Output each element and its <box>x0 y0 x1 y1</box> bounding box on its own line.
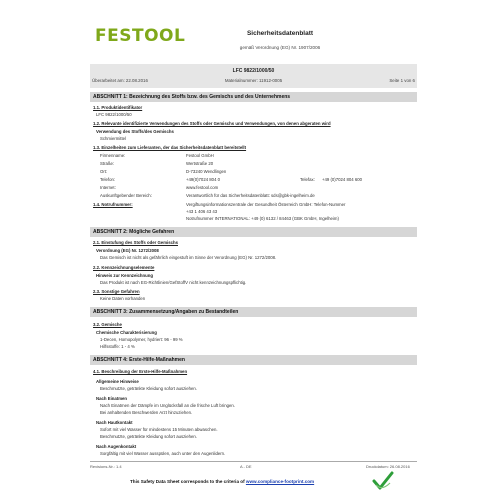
regulation-label: Verordnung (EG) Nr. 1272/2008 <box>96 248 159 253</box>
first-aid-text: Beschmutzte, getränkte Kleidung sofort ausziehen. <box>100 434 197 439</box>
supplier-key: Straße: <box>100 161 115 166</box>
section-4-header: ABSCHNITT 4: Erste-Hilfe-Maßnahmen <box>90 355 417 365</box>
document-info-bar <box>90 64 417 88</box>
first-aid-text: Nach Einatmen der Dämpfe im Unglücksfall an die frische Luft bringen. <box>100 403 235 408</box>
compliance-check-icon <box>372 471 394 491</box>
language-code: A - DE <box>240 464 252 469</box>
heading-4-1: 4.1. Beschreibung der Erste-Hilfe-Maßnahmen <box>93 369 188 374</box>
telefax-label: Telefax: <box>300 177 315 182</box>
supplier-key: Auskunftgebender Bereich: <box>100 193 152 198</box>
supplier-key: Internet: <box>100 185 116 190</box>
first-aid-label: Nach Augenkontakt <box>96 444 137 449</box>
supplier-value: Festool GmbH <box>186 153 214 158</box>
doc-code: LFC 9822/1000/50 <box>232 68 275 74</box>
section-2-header: ABSCHNITT 2: Mögliche Gefahren <box>90 227 417 237</box>
telefax-value: +49 (0)7024 804 600 <box>322 177 363 182</box>
page-number: Seite 1 von 6 <box>389 78 415 83</box>
section-1-header: ABSCHNITT 1: Bezeichnung des Stoffs bzw. des Gemischs und des Unternehmens <box>90 92 417 102</box>
festool-logo: FESTOOL <box>95 26 186 46</box>
compliance-note-text: This Safety Data Sheet corresponds to the criteria of <box>130 479 246 484</box>
heading-1-3: 1.3. Einzelheiten zum Lieferanten, der das Sicherheitsdatenblatt bereitstellt <box>93 145 247 150</box>
document-title: Sicherheitsdatenblatt <box>246 30 314 37</box>
regulation-text: Das Gemisch ist nicht als gefährlich eingestuft im Sinne der Verordnung (EG) Nr. 1272/2008. <box>100 255 277 260</box>
supplier-value: D-73240 Wendlingen <box>186 169 227 174</box>
use-value: Schmiermittel <box>100 136 127 141</box>
compliance-note <box>130 479 314 484</box>
emergency-line: Vergiftungsinformationszentrale der Gesundheit Österreich GmbH: Telefon-Nummer <box>186 202 346 207</box>
labelling-hint-label: Hinweis zur Kennzeichnung <box>96 273 154 278</box>
document-subtitle: gemäß Verordnung (EG) Nr. 1907/2006 <box>239 45 321 50</box>
heading-3-2: 3.2. Gemische <box>93 322 122 327</box>
supplier-value: www.festool.com <box>186 185 219 190</box>
emergency-line: +43 1 406 43 43 <box>186 209 218 214</box>
footer-divider <box>90 461 417 462</box>
product-identifier: LFC 9822/1000/50 <box>96 112 132 117</box>
heading-1-4: 1.4. Notrufnummer: <box>93 202 133 207</box>
labelling-hint-text: Das Produkt ist nach EG-Richtlinien/GefStoffV nicht kennzeichnungspflichtig. <box>100 280 247 285</box>
composition-line: 1-Decen, Homopolymer, hydriert: 96 - 99 % <box>100 337 183 342</box>
emergency-line: Notrufnummer INTERNATIONAL: +49 (0) 6132 / 84463 (GBK GmbH, Ingelheim) <box>186 216 339 221</box>
heading-1-2: 1.2. Relevante identifizierte Verwendungen des Stoffs oder Gemischs und Verwendungen, von denen abgeraten wird <box>93 121 331 126</box>
print-date: Druckdatum: 26.08.2016 <box>366 464 410 469</box>
first-aid-text: Sorgfältig mit viel Wasser ausspülen, auch unter den Augenlidern. <box>100 451 226 456</box>
first-aid-label: Nach Hautkontakt <box>96 420 133 425</box>
use-label: Verwendung des Stoffs/des Gemischs <box>96 129 174 134</box>
first-aid-label: Allgemeine Hinweise <box>96 379 139 384</box>
first-aid-text: Bei anhaltenden Beschwerden Arzt hinzuziehen. <box>100 410 193 415</box>
supplier-value: Verantwortlich für das Sicherheitsdatenblatt: sds@gbk-ingelheim.de <box>186 193 315 198</box>
first-aid-text: Sofort mit viel Wasser für mindestens 15 Minuten abwaschen. <box>100 427 218 432</box>
heading-2-3: 2.3. Sonstige Gefahren <box>93 289 140 294</box>
compliance-link[interactable]: www.compliance-footprint.com <box>245 479 315 484</box>
composition-line: Hilfsstoffe: 1 - 4 % <box>100 344 135 349</box>
section-3-header: ABSCHNITT 3: Zusammensetzung/Angaben zu Bestandteilen <box>90 307 417 317</box>
supplier-key: Firmenname: <box>100 153 126 158</box>
first-aid-text: Beschmutzte, getränkte Kleidung sofort ausziehen. <box>100 386 197 391</box>
supplier-key: Telefon: <box>100 177 116 182</box>
revised-date: Überarbeitet am: 22.08.2016 <box>92 78 148 83</box>
revision-number: Revisions-Nr.: 1.4 <box>90 464 122 469</box>
heading-2-1: 2.1. Einstufung des Stoffs oder Gemischs <box>93 240 178 245</box>
supplier-key: Ort: <box>100 169 108 174</box>
supplier-value: Wertstraße 20 <box>186 161 214 166</box>
material-number: Materialnummer: 11912-0005 <box>224 78 283 83</box>
supplier-value: +49(0)7024 804 0 <box>186 177 221 182</box>
heading-1-1: 1.1. Produktidentifikator <box>93 105 143 110</box>
heading-2-2: 2.2. Kennzeichnungselemente <box>93 265 155 270</box>
first-aid-label: Nach Einatmen <box>96 396 128 401</box>
other-hazards-value: Keine Daten vorhanden <box>100 296 146 301</box>
chemical-characterisation: Chemische Charakterisierung <box>96 330 157 335</box>
